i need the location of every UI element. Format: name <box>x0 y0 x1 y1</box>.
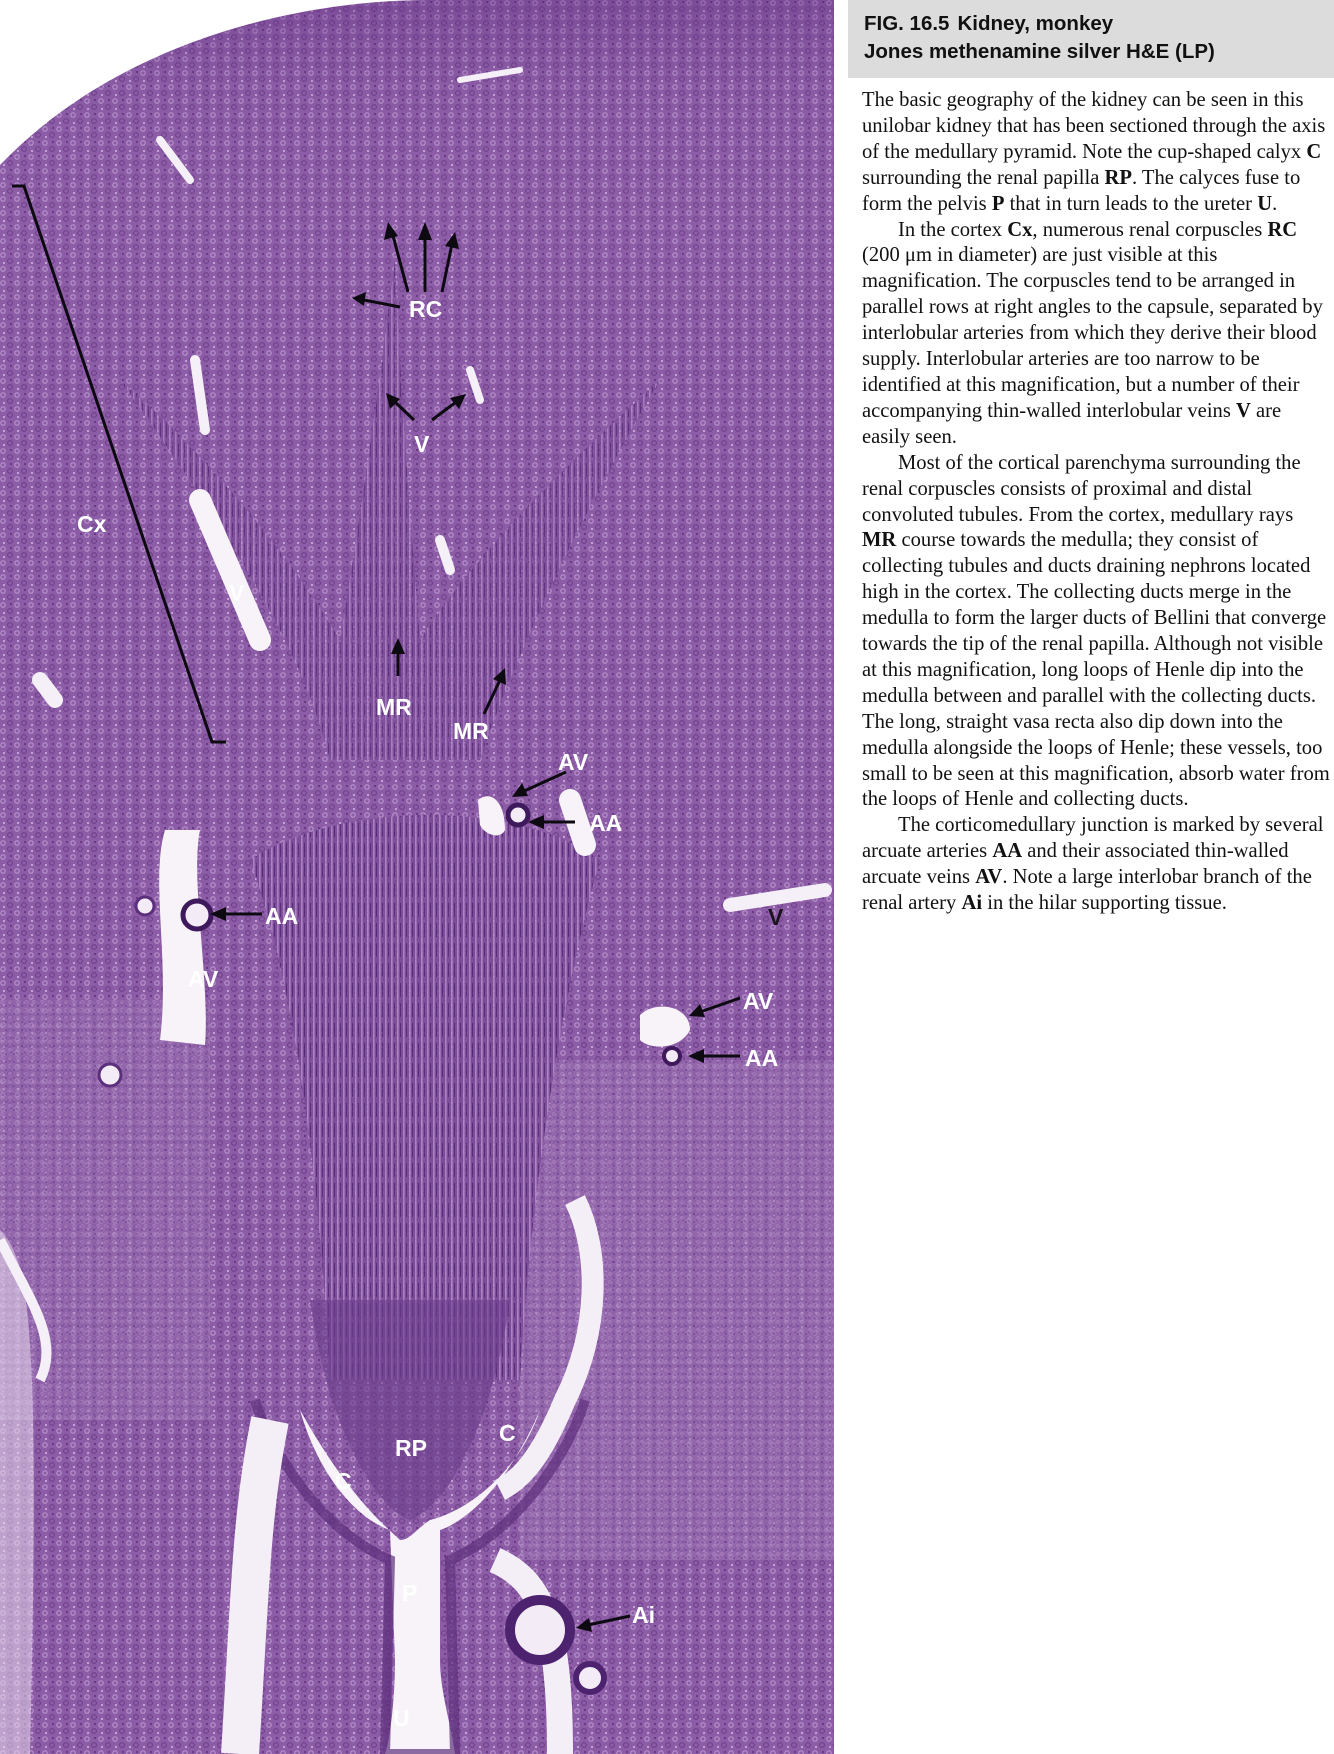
label-c-left: C <box>335 1468 352 1494</box>
figure-title: Kidney, monkey <box>957 12 1114 35</box>
figure-caption-body <box>862 88 1332 917</box>
label-v-top: V <box>414 431 430 457</box>
caption-term: V <box>1236 399 1251 422</box>
caption-term: RC <box>1267 218 1298 241</box>
caption-text: In the cortex <box>898 218 1008 241</box>
caption-text: and their associated thin-walled arcuate veins <box>862 840 1289 889</box>
caption-paragraph-3 <box>862 451 1332 814</box>
caption-term: AV <box>975 866 1003 889</box>
label-mr-right: MR <box>453 718 489 744</box>
caption-text: . Note a large interlobar branch of the renal artery <box>862 866 1312 915</box>
caption-text: The corticomedullary junction is marked by several arcuate arteries <box>862 814 1324 863</box>
caption-text: in the hilar supporting tissue. <box>982 892 1227 915</box>
caption-text: Most of the cortical parenchyma surrounding the renal corpuscles consists of proximal and distal convoluted tubules. From the cortex, medullary rays <box>862 451 1301 526</box>
caption-paragraph-2 <box>862 218 1332 451</box>
label-p: P <box>402 1580 418 1606</box>
caption-term: P <box>991 192 1005 215</box>
label-c-right: C <box>499 1420 516 1446</box>
caption-text: . The calyces fuse to form the pelvis <box>862 166 1301 215</box>
label-aa-right: AA <box>745 1045 779 1071</box>
caption-paragraph-4 <box>862 813 1332 917</box>
label-mr-left: MR <box>376 694 412 720</box>
label-rc: RC <box>409 296 443 322</box>
caption-paragraph-1 <box>862 88 1332 218</box>
caption-text: course towards the medulla; they consist of collecting tubules and ducts draining nephrons located high in the cortex. The collecting ducts merge in the medulla to form the larger ducts of Bellini that converge towards the tip of the renal papilla. Although not visible at this magnification, long loops of Henle dip into the medulla between and parallel with the collecting ducts. The long, straight vasa recta also dip down into the medulla alongside the loops of Henle; these vessels, too small to be seen at this magnification, absorb water from the loops of Henle and collecting ducts. <box>862 529 1330 811</box>
label-v-right: V <box>768 904 784 930</box>
label-aa-upper: AA <box>589 810 623 836</box>
caption-term: Cx <box>1007 218 1033 241</box>
label-av-right: AV <box>743 988 774 1014</box>
caption-term: Ai <box>961 892 983 915</box>
caption-text: , numerous renal corpuscles <box>1032 218 1268 241</box>
figure-number: FIG. 16.5 <box>864 12 950 35</box>
caption-term: U <box>1257 192 1273 215</box>
label-u: U <box>393 1705 410 1731</box>
caption-term: AA <box>992 840 1023 863</box>
figure-stain: Jones methenamine silver H&E (LP) <box>864 40 1215 63</box>
label-aa-left: AA <box>265 903 299 929</box>
caption-text: are easily seen. <box>862 399 1282 448</box>
figure-title-line <box>864 10 1318 38</box>
label-rp: RP <box>395 1435 427 1461</box>
label-v-left: V <box>229 580 245 606</box>
label-av-left: AV <box>188 966 219 992</box>
label-cx: Cx <box>77 511 107 537</box>
caption-text: The basic geography of the kidney can be seen in this unilobar kidney that has been sectioned through the axis of the medullary pyramid. Note the cup-shaped calyx <box>862 89 1326 163</box>
figure-caption-header <box>848 0 1334 78</box>
caption-text: surrounding the renal papilla <box>862 166 1105 189</box>
caption-text: (200 μm in diameter) are just visible at this magnification. The corpuscles tend to be arranged in parallel rows at right angles to the capsule, separated by interlobular arteries from which they derive their blood supply. Interlobular arteries are too narrow to be identified at this magnification, but a number of their accompanying thin-walled interlobular veins <box>862 244 1323 422</box>
caption-term: MR <box>862 529 897 552</box>
label-ai: Ai <box>632 1602 655 1628</box>
caption-term: C <box>1306 140 1322 163</box>
caption-text: . <box>1272 192 1278 215</box>
caption-text: that in turn leads to the ureter <box>1004 192 1258 215</box>
label-av-upper: AV <box>558 749 589 775</box>
caption-term: RP <box>1104 166 1132 189</box>
